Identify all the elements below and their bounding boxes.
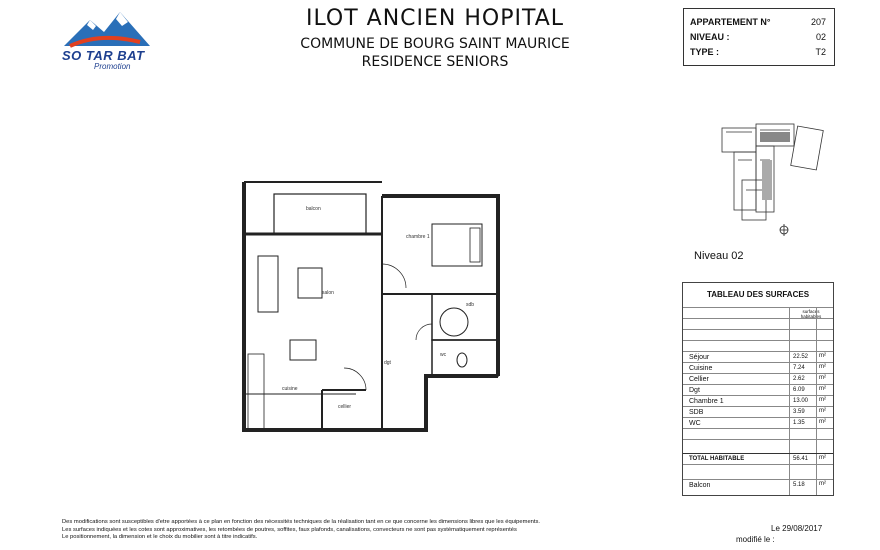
- label-dgt: dgt: [384, 360, 391, 366]
- table-row-balcon: [683, 479, 833, 491]
- residence-title: RESIDENCE SENIORS: [361, 54, 509, 70]
- total-unit: m²: [819, 455, 826, 461]
- apartment-info-box: [683, 8, 835, 66]
- niveau-label: NIVEAU :: [690, 32, 730, 42]
- room-unit: m²: [819, 353, 826, 359]
- room-name: Cuisine: [689, 365, 713, 372]
- type-label: TYPE :: [690, 47, 720, 57]
- total-label: TOTAL HABITABLE: [689, 456, 745, 462]
- north-arrow-icon: [780, 224, 788, 236]
- balcon-label: Balcon: [689, 482, 711, 489]
- room-unit: m²: [819, 375, 826, 381]
- type-value: T2: [815, 47, 826, 57]
- balcon-unit: m²: [819, 481, 826, 487]
- room-surface: 22.52: [793, 354, 809, 360]
- room-name: WC: [689, 420, 701, 427]
- plan-date: Le 29/08/2017: [771, 524, 823, 533]
- room-surface: 7.24: [793, 365, 805, 371]
- niveau-caption: Niveau 02: [694, 250, 744, 262]
- label-salon: salon: [322, 290, 334, 296]
- room-surface: 2.62: [793, 376, 805, 382]
- disclaimer-line-3: Le positionnement, la dimension et le choix du mobilier sont à titre indicatifs.: [62, 534, 258, 541]
- surfaces-table-title: TABLEAU DES SURFACES: [706, 290, 810, 299]
- room-surface: 1.35: [793, 420, 805, 426]
- logo-subtitle: Promotion: [94, 62, 131, 71]
- room-surface: 6.09: [793, 387, 805, 393]
- label-chambre: chambre 1: [406, 234, 430, 240]
- room-surface: 13.00: [793, 398, 809, 404]
- label-cuisine: cuisine: [282, 386, 298, 392]
- room-unit: m²: [819, 408, 826, 414]
- appartement-label: APPARTEMENT N°: [690, 17, 771, 27]
- niveau-value: 02: [815, 32, 826, 42]
- total-value: 56.41: [793, 456, 809, 462]
- modified-date: modifié le :: [736, 535, 775, 544]
- room-surface: 3.59: [793, 409, 805, 415]
- room-unit: m²: [819, 364, 826, 370]
- logo-brand-text: SO TAR BAT: [62, 48, 145, 63]
- label-wc: wc: [440, 352, 447, 358]
- disclaimer: [62, 519, 722, 542]
- sotarbat-logo: [60, 8, 160, 70]
- room-name: Dgt: [689, 387, 700, 394]
- table-spacer-row: [683, 439, 833, 451]
- label-cellier: cellier: [338, 404, 352, 410]
- label-balcon: balcon: [306, 206, 321, 212]
- room-name: Chambre 1: [689, 398, 724, 405]
- disclaimer-line-2: Les surfaces indiquées et les cotes sont approximatives, les retombées de poutres, soffites, faux plafonds, canalisations, convecteurs ne sont pas systématiquement représentés: [62, 526, 517, 533]
- disclaimer-line-1: Des modifications sont susceptibles d'etre apportées à ce plan en fonction des nécessités techniques de la réalisation tant en ce que concerne les dimensions libres que les équipements.: [62, 519, 541, 525]
- room-unit: m²: [819, 419, 826, 425]
- page-title: ILOT ANCIEN HOPITAL: [305, 6, 565, 31]
- surfaces-table: [682, 282, 834, 496]
- room-name: SDB: [689, 409, 704, 416]
- room-unit: m²: [819, 397, 826, 403]
- mountain-logo-icon: [60, 8, 160, 52]
- floor-plan: [236, 176, 501, 438]
- commune-title: COMMUNE DE BOURG SAINT MAURICE: [300, 36, 570, 52]
- col-head-line1: surfaces: [802, 309, 820, 314]
- room-name: Cellier: [689, 376, 709, 383]
- room-unit: m²: [819, 386, 826, 392]
- label-sdb: sdb: [466, 302, 475, 308]
- balcon-value: 5.18: [793, 482, 805, 488]
- col-head-line2: habitables: [800, 314, 822, 319]
- appartement-value: 207: [810, 17, 826, 27]
- room-name: Séjour: [689, 354, 710, 361]
- building-key-plan: [712, 120, 842, 240]
- table-spacer-row: [683, 464, 833, 476]
